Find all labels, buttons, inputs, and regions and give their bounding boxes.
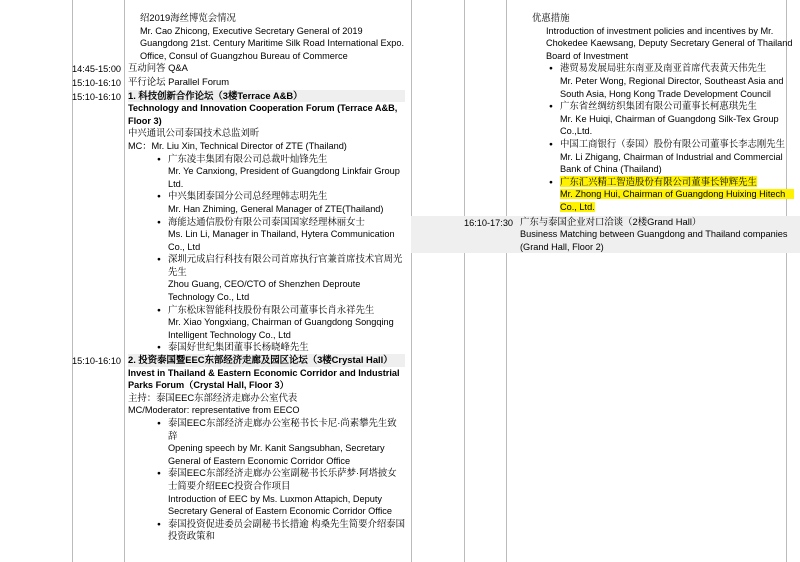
row-time: 16:10-17:30 (464, 217, 514, 228)
row-content (124, 90, 411, 153)
speaker-cn: ● 泰国好世纪集团董事长杨晓峰先生 (168, 341, 309, 353)
table-row (411, 216, 800, 254)
table-row (0, 354, 411, 417)
speaker-en: Mr. Xiao Yongxiang, Chairman of Guangdong Songqing Intelligent Technology Co., Ltd (168, 317, 394, 340)
list-item (168, 190, 405, 203)
table-row (0, 417, 411, 543)
row-time: 15:10-16:10 (72, 356, 122, 367)
list-item (560, 113, 794, 138)
row-time: 15:10-16:10 (72, 77, 122, 88)
list-item (168, 442, 405, 467)
list-item-highlighted (560, 176, 794, 189)
row-time: 15:10-16:10 (72, 91, 122, 102)
row-time (464, 12, 516, 13)
forum-title-en: Technology and Innovation Cooperation Forum (Terrace A&B, Floor 3) (128, 103, 398, 126)
speaker-list (520, 62, 794, 213)
list-item (560, 151, 794, 176)
list-item (168, 203, 405, 216)
table-row (0, 90, 411, 153)
speaker-list (128, 153, 405, 355)
list-item (168, 153, 405, 166)
list-item (168, 253, 405, 278)
speaker-en: Mr. Ke Huiqi, Chairman of Guangdong Silk-Tex Group Co.,Ltd. (560, 113, 779, 137)
speaker-cn (560, 176, 794, 189)
row-time (72, 153, 124, 154)
row-content (124, 12, 411, 62)
row-content (516, 216, 800, 254)
row-time (464, 62, 516, 63)
paragraph-en: Introduction of investment policies and incentives by Mr. Chokedee Kaewsang, Deputy Secretary General of Thailand Board of Investment (546, 25, 793, 61)
speaker-en: Mr. Li Zhigang, Chairman of Industrial and Commercial Bank of China (Thailand) (560, 151, 783, 175)
list-item (168, 216, 405, 229)
agenda-left-column (0, 0, 411, 543)
paragraph-cn: 平行论坛 Parallel Forum (128, 75, 230, 87)
speaker-cn: ● 广东省丝绸纺织集团有限公司董事长柯惠琪先生 (560, 100, 757, 112)
list-item (560, 62, 794, 75)
speaker-cn: ● 港贸易发展局驻东南亚及南亚首席代表黄天伟先生 (560, 62, 767, 74)
paragraph-en: MC：Mr. Liu Xin, Technical Director of ZTE (Thailand) (128, 140, 347, 151)
list-item (560, 138, 794, 151)
row-content (516, 62, 800, 213)
paragraph-en: MC/Moderator: representative from EECO (128, 405, 300, 416)
agenda-right-column (411, 0, 800, 253)
list-item-highlighted (560, 188, 794, 213)
paragraph-cn: 广东与泰国企业对口洽谈（2楼Grand Hall） (520, 215, 702, 227)
list-item (168, 165, 405, 190)
highlight-span: Mr. Zhong Hui, Chairman of Guangdong Huixing Hitech Co., Ltd. (560, 189, 795, 212)
forum-title-cn: 1. 科技创新合作论坛（3楼Terrace A&B） (128, 90, 405, 103)
speaker-en: Zhou Guang, CEO/CTO of Shenzhen Deproute Technology Co., Ltd (168, 279, 361, 303)
speaker-cn: ● 广东松床智能科技股份有限公司董事长肖永祥先生 (168, 303, 375, 315)
paragraph-en: Mr. Cao Zhicong, Executive Secretary General of 2019 Guangdong 21st. Century Maritime Silk Road International Expo. Office, Consul of Guangzhou Bureau of Commerce (140, 25, 405, 61)
table-row (411, 12, 800, 62)
row-time: 14:45-15:00 (72, 64, 122, 75)
list-item (168, 278, 405, 303)
speaker-cn: ● 中兴集团泰国分公司总经理韩志明先生 (168, 190, 328, 202)
speaker-cn: ● 广东凌丰集团有限公司总裁叶灿锋先生 (168, 152, 328, 164)
row-content (124, 153, 411, 355)
speaker-cn: ● 泰国投资促进委员会副秘书长措逾 构桑先生简要介绍泰国投资政策和 (168, 517, 405, 542)
paragraph-cn: 中兴通讯公司泰国技术总监刘昕 (128, 127, 260, 139)
speaker-cn: ● 泰国EEC东部经济走廊办公室副秘书长乐萨梦·阿塔披女士简要介绍EEC投资合作项目 (168, 467, 397, 491)
list-item (168, 467, 405, 492)
speaker-en: Mr. Han Zhiming, General Manager of ZTE(Thailand) (168, 203, 384, 214)
speaker-en: Mr. Ye Canxiong, President of Guangdong Linkfair Group Ltd. (168, 166, 400, 189)
paragraph-cn: 优惠措施 (532, 12, 570, 23)
row-time (72, 417, 124, 418)
list-item (168, 417, 405, 442)
list-item (168, 493, 405, 518)
list-item (168, 341, 405, 354)
list-item (560, 100, 794, 113)
list-item (168, 228, 405, 253)
table-row (0, 12, 411, 62)
list-item (168, 304, 405, 317)
highlight-span: 广东汇兴精工智造股份有限公司董事长钟辉先生 (560, 175, 757, 187)
speaker-en: Opening speech by Mr. Kanit Sangsubhan, Secretary General of Eastern Economic Corridor Office (168, 443, 385, 466)
speaker-cn: ● 泰国EEC东部经济走廊办公室秘书长卡尼·尚素攀先生致辞 (168, 417, 397, 441)
table-row (411, 62, 800, 213)
row-content (124, 417, 411, 543)
speaker-en (560, 188, 794, 213)
list-item (560, 75, 794, 100)
speaker-cn: ● 深圳元成启行科技有限公司首席执行官兼首席技术官周光先生 (168, 253, 403, 277)
row-content (124, 62, 411, 75)
speaker-en: Ms. Lin Li, Manager in Thailand, Hytera Communication Co., Ltd (168, 229, 395, 252)
forum-title-en: Invest in Thailand & Eastern Economic Corridor and Industrial Parks Forum（Crystal Hall, Floor 3） (128, 367, 400, 391)
speaker-en: Mr. Peter Wong, Regional Director, Southeast Asia and South Asia, Hong Kong Trade Development Council (560, 75, 784, 99)
paragraph-cn: 互动问答 Q&A (128, 62, 188, 74)
table-row (0, 76, 411, 90)
forum-title-cn: 2. 投资泰国暨EEC东部经济走廊及园区论坛（3楼Crystal Hall） (128, 354, 405, 367)
row-content (124, 354, 411, 417)
speaker-en: Introduction of EEC by Ms. Luxmon Attapich, Deputy Secretary General of Eastern Economic Corridor Office (168, 493, 392, 517)
table-row (0, 62, 411, 76)
row-content (124, 76, 411, 89)
paragraph-cn: 绍2019海丝博览会情况 (140, 12, 236, 23)
list-item (168, 316, 405, 341)
paragraph-cn: 主持：泰国EEC东部经济走廊办公室代表 (128, 391, 298, 403)
list-item (168, 518, 405, 543)
speaker-list (128, 417, 405, 543)
row-time (72, 12, 124, 13)
row-content (516, 12, 800, 62)
table-row (0, 153, 411, 355)
speaker-cn: ● 中国工商银行（泰国）股份有限公司董事长李志刚先生 (560, 137, 786, 149)
paragraph-en: Business Matching between Guangdong and Thailand companies (Grand Hall, Floor 2) (520, 229, 788, 252)
speaker-cn: ● 海能达通信股份有限公司泰国国家经理林丽女士 (168, 215, 365, 227)
